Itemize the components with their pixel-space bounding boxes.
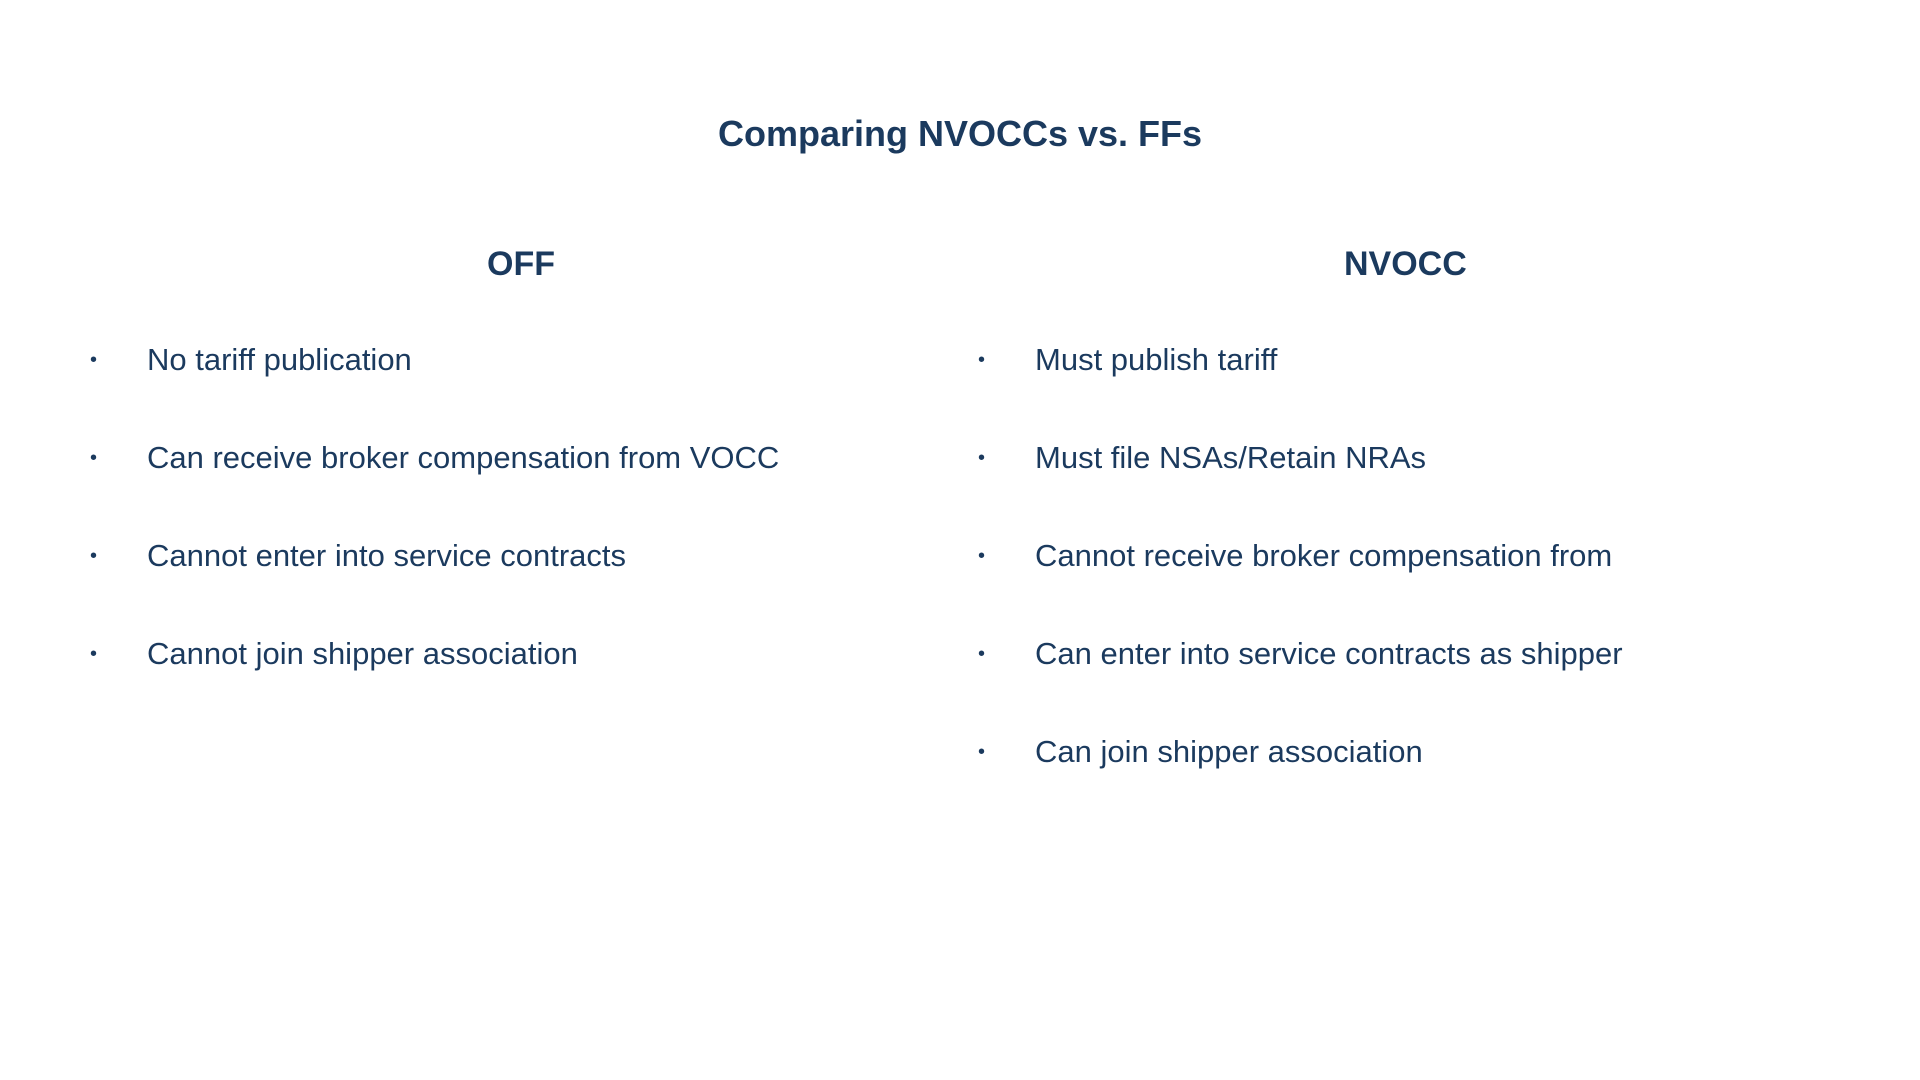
slide-title: Comparing NVOCCs vs. FFs <box>717 113 1203 154</box>
list-item-text: No tariff publication <box>147 342 412 377</box>
list-item-text: Can receive broker compensation from VOCC <box>147 440 780 475</box>
list-item-text: Cannot enter into service contracts <box>147 538 627 573</box>
list-item-text: Must publish tariff <box>1035 342 1278 377</box>
list-item-text: Cannot join shipper association <box>147 636 578 671</box>
bullet-icon: • <box>978 545 986 567</box>
list-item-text: Can enter into service contracts as shipper <box>1035 636 1623 671</box>
bullet-icon: • <box>978 741 986 763</box>
column-heading-off: OFF <box>487 245 555 283</box>
list-item-text: Cannot receive broker compensation from <box>1035 538 1613 573</box>
bullet-icon: • <box>978 643 986 665</box>
bullet-icon: • <box>978 447 986 469</box>
bullet-icon: • <box>90 349 98 371</box>
list-item-text: Must file NSAs/Retain NRAs <box>1035 440 1427 475</box>
bullet-icon: • <box>90 545 98 567</box>
list-item-text: Can join shipper association <box>1035 734 1423 769</box>
bullet-icon: • <box>90 447 98 469</box>
bullet-icon: • <box>978 349 986 371</box>
bullet-icon: • <box>90 643 98 665</box>
column-heading-nvocc: NVOCC <box>1344 245 1467 283</box>
